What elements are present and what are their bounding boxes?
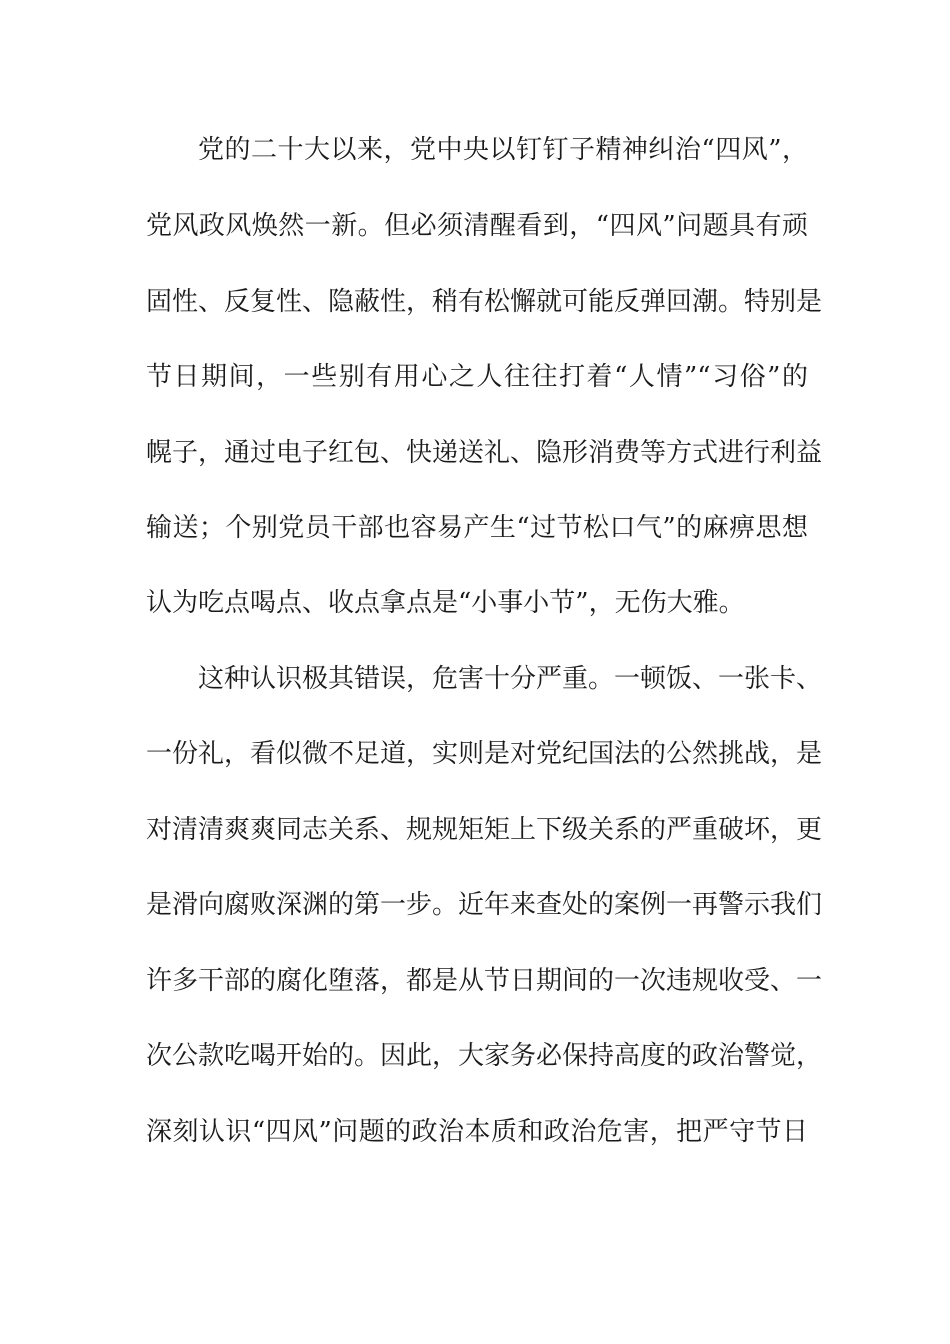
paragraph-1-line-6: 输送；个别党员干部也容易产生“过节松口气”的麻痹思想 xyxy=(146,513,808,543)
paragraph-2-line-7: 深刻认识“四风”问题的政治本质和政治危害，把严守节日 xyxy=(146,1117,808,1147)
paragraph-1-line-7: 认为吃点喝点、收点拿点是“小事小节”，无伤大雅。 xyxy=(146,588,745,618)
paragraph-1-line-1: 党的二十大以来，党中央以钉钉子精神纠治“四风”， xyxy=(198,135,808,165)
paragraph-1-line-2: 党风政风焕然一新。但必须清醒看到，“四风”问题具有顽 xyxy=(146,211,808,241)
paragraph-2-line-4: 是滑向腐败深渊的第一步。近年来查处的案例一再警示我们 xyxy=(146,890,823,920)
paragraph-2-line-2: 一份礼，看似微不足道，实则是对党纪国法的公然挑战，是 xyxy=(146,739,823,769)
paragraph-2-line-1: 这种认识极其错误，危害十分严重。一顿饭、一张卡、 xyxy=(198,664,823,694)
paragraph-2-line-6: 次公款吃喝开始的。因此，大家务必保持高度的政治警觉， xyxy=(146,1041,823,1071)
paragraph-2-line-5: 许多干部的腐化堕落，都是从节日期间的一次违规收受、一 xyxy=(146,966,823,996)
paragraph-2-line-3: 对清清爽爽同志关系、规规矩矩上下级关系的严重破坏，更 xyxy=(146,815,823,845)
paragraph-1-line-5: 幌子，通过电子红包、快递送礼、隐形消费等方式进行利益 xyxy=(146,438,823,468)
paragraph-1-line-3: 固性、反复性、隐蔽性，稍有松懈就可能反弹回潮。特别是 xyxy=(146,287,823,317)
paragraph-1-line-4: 节日期间，一些别有用心之人往往打着“人情”“习俗”的 xyxy=(146,362,808,392)
